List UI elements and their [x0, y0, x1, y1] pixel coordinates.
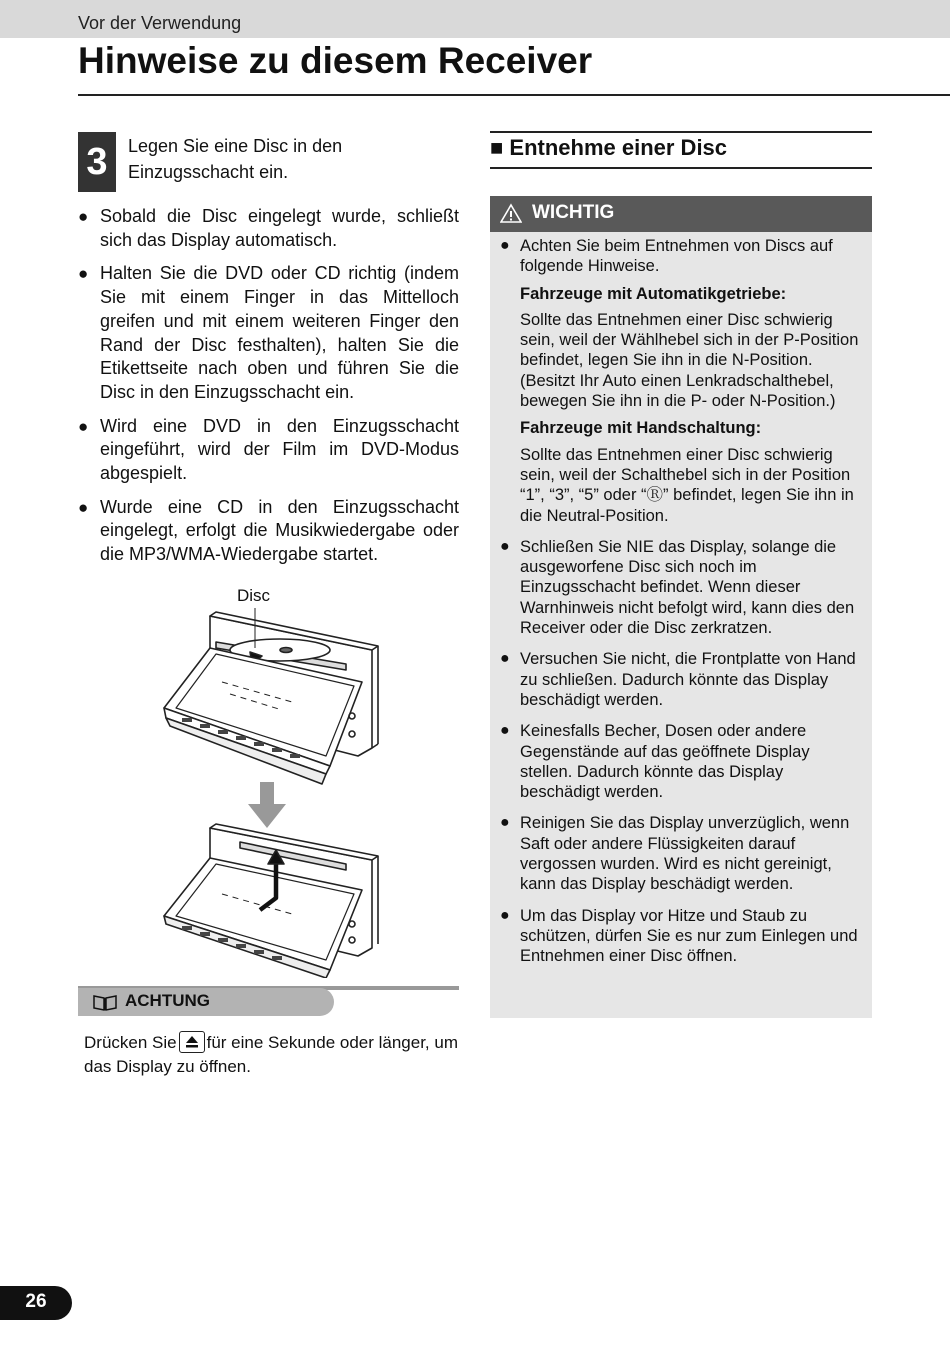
- bullet-icon: ●: [78, 497, 89, 517]
- wichtig-list: [500, 236, 862, 978]
- bullet-icon: ●: [500, 814, 510, 832]
- receiver-illustration: [150, 598, 390, 978]
- page-title: Hinweise zu diesem Receiver: [78, 40, 593, 81]
- eject-icon: [179, 1031, 205, 1053]
- wichtig-label: WICHTIG: [532, 202, 615, 223]
- bullet-icon: ●: [500, 906, 510, 924]
- book-icon: [92, 992, 118, 1012]
- section-label: Vor der Verwendung: [78, 13, 242, 33]
- list-item: ● Schließen Sie NIE das Display, solange die ausgeworfene Disc sich noch im Einzugsschacht befindet. Wenn dieser Warnhinweis nicht befolgt wird, kann dies den Receiver oder die Disc zerkratzen.: [500, 537, 855, 638]
- disc-label: Disc: [237, 586, 271, 605]
- list-item: ● Wird eine DVD in den Einzugsschacht eingeführt, wird der Film im DVD-Modus abgespielt.: [78, 415, 459, 484]
- manual-heading: Fahrzeuge mit Handschaltung:: [520, 419, 762, 438]
- section-heading: ■ Entnehme einer Disc: [490, 135, 728, 160]
- title-rule: [78, 94, 950, 96]
- bullet-icon: ●: [500, 537, 510, 555]
- auto-text: Sollte das Entnehmen einer Disc schwierig sein, weil der Wählhebel sich in der P-Position befindet, legen Sie ihn in die N-Position. (Besitzt Ihr Auto einen Lenkradschalthebel, bewegen Sie ihn in die P- oder N-Position.): [520, 310, 859, 411]
- heading-rule-top: [490, 131, 872, 133]
- list-item: ● Sobald die Disc eingelegt wurde, schließt sich das Display automatisch.: [78, 206, 459, 250]
- list-item: ● Achten Sie beim Entnehmen von Discs auf folgende Hinweise. Fahrzeuge mit Automatikgetriebe: Sollte das Entnehmen einer Disc schwierig sein, weil der Wählhebel sich in der P-Position befindet, legen Sie ihn in die N-Position. (Besitzt Ihr Auto einen Lenkradschalthebel, bewegen Sie ihn in die P- oder N-Position.) Fahrzeuge mit Handschaltung: Sollte das Entnehmen einer Disc schwierig sein, weil der Schalthebel sich in der Position “1”, “3”, “5” oder “Ⓡ” befindet, legen Sie ihn in die Neutral-Position.: [500, 236, 862, 526]
- bullet-icon: ●: [500, 650, 510, 668]
- list-item: ● Halten Sie die DVD oder CD richtig (indem Sie mit einem Finger in das Mittelloch greifen und mit einem weiteren Finger den Rand der Disc festhalten), halten Sie die Etikettseite nach oben und führen Sie die Disc in den Einzugsschacht ein.: [78, 263, 459, 402]
- square-icon: ■: [490, 135, 510, 160]
- list-item: ● Reinigen Sie das Display unverzüglich, wenn Saft oder andere Flüssigkeiten darauf vergossen wurden. Wird es nicht gereinigt, kann das Display beschädigt werden.: [500, 814, 850, 894]
- bullet-icon: ●: [78, 416, 89, 436]
- achtung-text: Drücken Sie für eine Sekunde oder länger, um das Display zu öffnen.: [84, 1031, 464, 1078]
- page-number: 26: [0, 1286, 72, 1320]
- bullet-icon: ●: [500, 237, 510, 254]
- heading-rule-bottom: [490, 167, 872, 169]
- achtung-label: ACHTUNG: [125, 991, 210, 1010]
- left-bullet-list: [78, 205, 459, 577]
- warning-icon: [500, 203, 522, 223]
- auto-heading: Fahrzeuge mit Automatikgetriebe:: [520, 284, 787, 303]
- list-item: ● Um das Display vor Hitze und Staub zu schützen, dürfen Sie es nur zum Einlegen und Entnehmen einer Disc öffnen.: [500, 906, 858, 966]
- step-text: Legen Sie eine Disc in den Einzugsschacht ein.: [128, 136, 343, 182]
- bullet-icon: ●: [78, 207, 89, 226]
- list-item: ● Keinesfalls Becher, Dosen oder andere Gegenstände auf das geöffnete Display stellen. Dadurch könnte das Display beschädigt werden.: [500, 722, 810, 802]
- list-item: ● Versuchen Sie nicht, die Frontplatte von Hand zu schließen. Dadurch könnte das Display beschädigt werden.: [500, 650, 856, 709]
- step-number: 3: [78, 132, 116, 192]
- bullet-icon: ●: [500, 722, 510, 740]
- manual-text: Sollte das Entnehmen einer Disc schwierig sein, weil der Schalthebel sich in der Position “1”, “3”, “5” oder “Ⓡ” befindet, legen Sie ihn in die Neutral-Position.: [520, 445, 854, 525]
- list-item: ● Wurde eine CD in den Einzugsschacht eingelegt, erfolgt die Musikwiedergabe oder die MP3/WMA-Wiedergabe startet.: [78, 496, 459, 565]
- bullet-icon: ●: [78, 264, 89, 284]
